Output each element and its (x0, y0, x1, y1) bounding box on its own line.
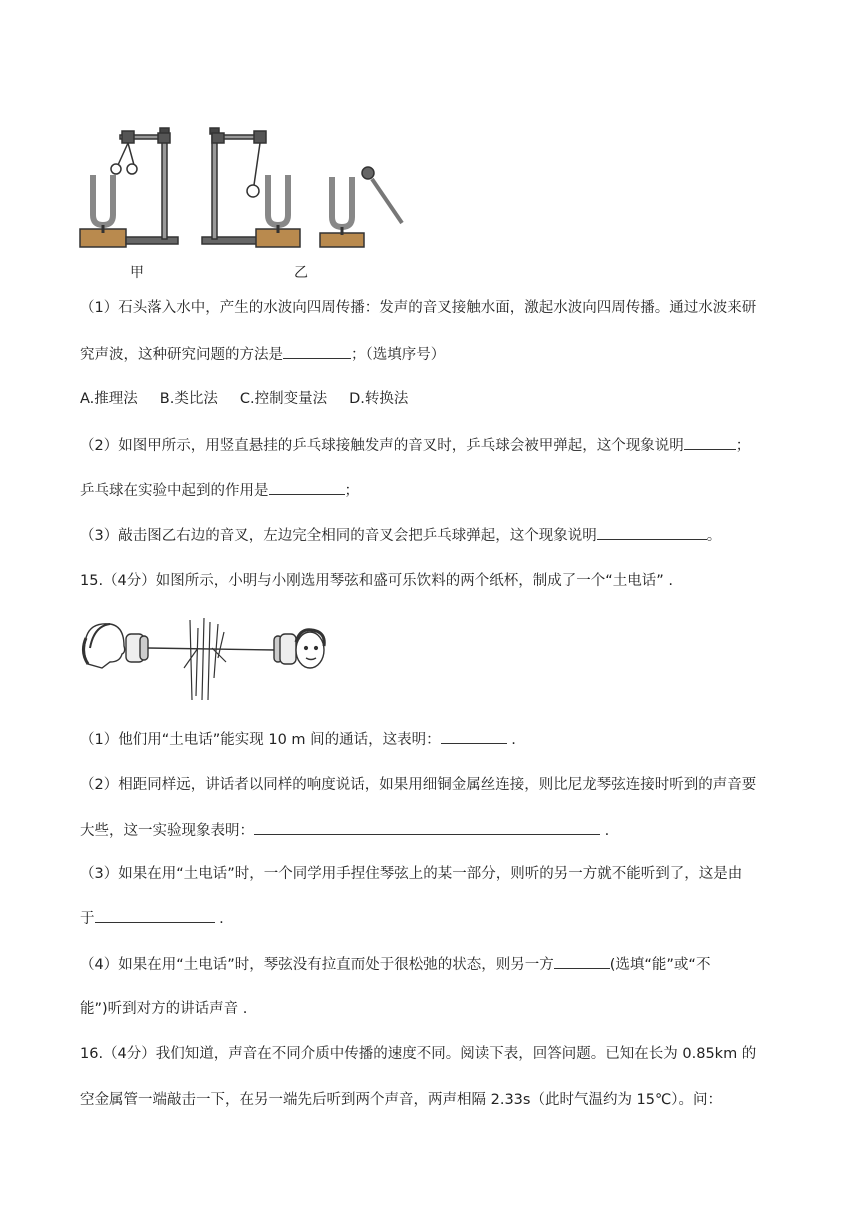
q14-part1-line1 (80, 298, 756, 318)
answer-blank[interactable] (283, 344, 351, 359)
answer-blank[interactable] (597, 525, 707, 540)
q15-part3-line2 (80, 908, 224, 929)
q14-part2-line2 (80, 480, 359, 501)
q15-stem-text: 15.（4分）如图所示，小明与小刚选用琴弦和盛可乐饮料的两个纸杯，制成了一个“土电话” . (80, 573, 674, 589)
option-a: A.推理法 (80, 391, 138, 407)
setup-jia (80, 128, 178, 247)
q14-part1-suffix: ；（选填序号） (351, 347, 446, 363)
q14-part2-text-a: （2）如图甲所示，用竖直悬挂的乒乓球接触发声的音叉时，乒乓球会被甲弹起，这个现象说明 (80, 438, 684, 454)
q15-part3-suffix: . (214, 911, 224, 927)
q16-text-2: 空金属管一端敲击一下，在另一端先后听到两个声音，两声相隔 2.33s（此时气温约为 15℃）。问： (80, 1092, 723, 1108)
setup-yi (202, 128, 402, 247)
answer-blank[interactable] (684, 435, 736, 450)
answer-blank[interactable] (254, 820, 600, 835)
q14-part1-text-a: （1）石头落入水中，产生的水波向四周传播：发声的音叉接触水面，激起水波向四周传播。通过水波来研 (80, 300, 757, 316)
q15-part1 (80, 729, 516, 750)
option-b: B.类比法 (159, 391, 218, 407)
q15-part2-line1 (80, 775, 756, 795)
figure-label-yi: 乙 (294, 265, 308, 281)
q14-part1-line2 (80, 344, 445, 365)
q15-part4-line2 (80, 999, 247, 1019)
q15-part4-text-a: （4）如果在用“土电话”时，琴弦没有拉直而处于很松弛的状态，则另一方 (80, 957, 554, 973)
answer-blank[interactable] (269, 480, 345, 495)
q14-part2-line1 (80, 435, 750, 456)
q15-part4-text-b: 能”)听到对方的讲话声音 . (80, 1001, 248, 1017)
option-c: C.控制变量法 (239, 391, 328, 407)
q15-part1-text: （1）他们用“土电话”能实现 10 m 间的通话，这表明： (80, 732, 441, 748)
q14-part3 (80, 525, 721, 546)
answer-blank[interactable] (441, 729, 507, 744)
q14-part2-text-b: 乒乓球在实验中起到的作用是 (80, 483, 269, 499)
q16-line1 (80, 1044, 756, 1064)
string-telephone-figure (80, 618, 330, 700)
q15-part4-line1 (80, 954, 710, 975)
q16-line2 (80, 1090, 722, 1110)
q15-part2-line2 (80, 820, 609, 841)
q15-part3-line1 (80, 864, 742, 884)
q15-part3-text-a: （3）如果在用“土电话”时，一个同学用手捏住琴弦上的某一部分，则听的另一方就不能听到了，这是由 (80, 866, 743, 882)
answer-blank[interactable] (554, 954, 610, 969)
option-d: D.转换法 (349, 391, 409, 407)
q15-part3-text-b: 于 (80, 911, 95, 927)
q15-stem (80, 571, 673, 591)
answer-blank[interactable] (95, 908, 215, 923)
q15-part2-suffix: . (600, 823, 610, 839)
q16-text-1: 16.（4分）我们知道，声音在不同介质中传播的速度不同。阅读下表，回答问题。已知在长为 0.85km 的 (80, 1046, 757, 1062)
tuning-fork-figure (76, 125, 416, 255)
q14-part3-suffix: 。 (706, 528, 722, 544)
q14-part3-text: （3）敲击图乙右边的音叉，左边完全相同的音叉会把乒乓球弹起，这个现象说明 (80, 528, 597, 544)
figure-label-jia: 甲 (130, 265, 144, 281)
q14-part2-suffix-b: ； (344, 483, 359, 499)
q14-part1-text-b: 究声波，这种研究问题的方法是 (80, 347, 283, 363)
q15-part2-text-a: （2）相距同样远，讲话者以同样的响度说话，如果用细铜金属丝连接，则比尼龙琴弦连接时听到的声音要 (80, 777, 757, 793)
q14-options (80, 389, 430, 409)
q15-part4-suffix-a: (选填“能”或“不 (609, 957, 711, 973)
q15-part2-text-b: 大些，这一实验现象表明： (80, 823, 254, 839)
q14-part2-suffix-a: ； (735, 438, 751, 454)
q15-part1-suffix: . (506, 732, 516, 748)
